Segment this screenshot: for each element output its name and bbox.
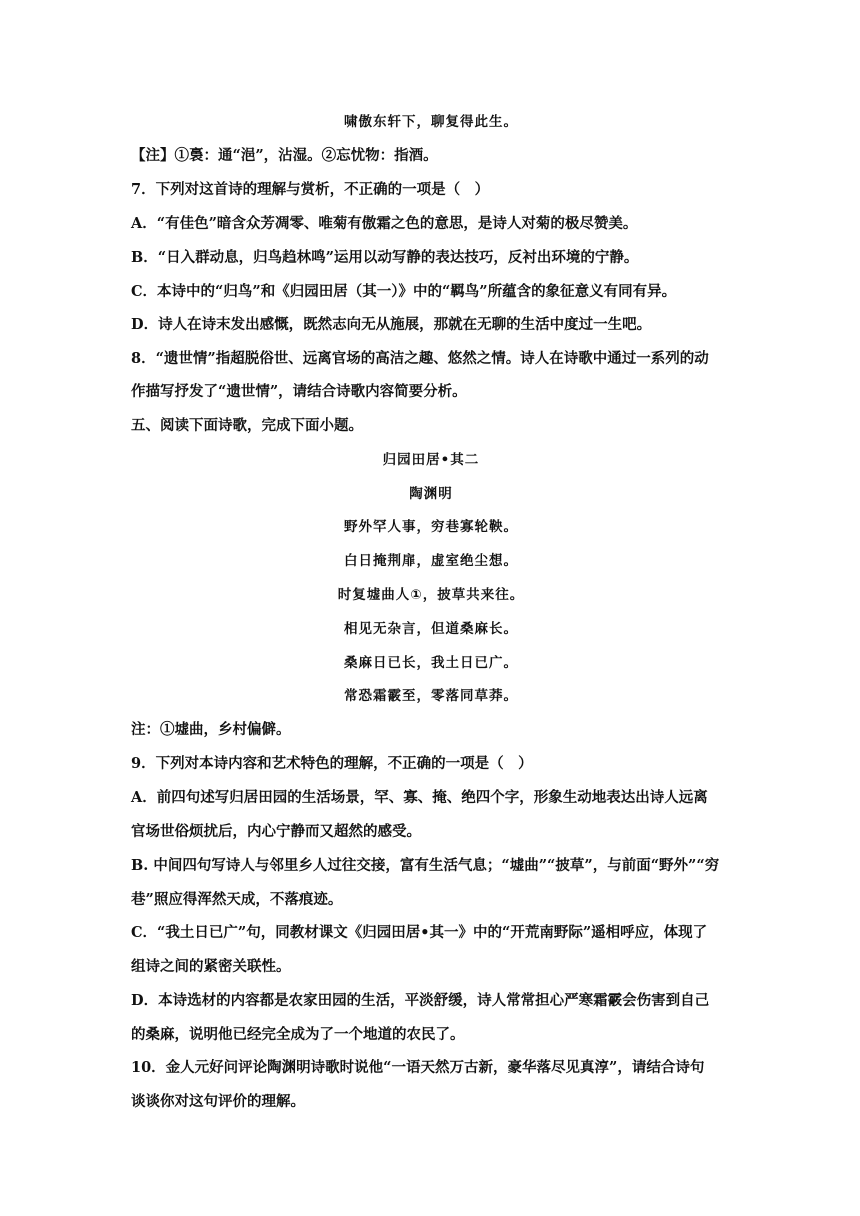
question-8-line-2: 作描写抒发了“遗世情”，请结合诗歌内容简要分析。 — [131, 383, 467, 400]
section-5-heading: 五、阅读下面诗歌，完成下面小题。 — [131, 417, 363, 434]
question-8-line-1: 8．“遗世情”指超脱俗世、远离官场的高洁之趣、悠然之情。诗人在诗歌中通过一系列的动 — [131, 350, 709, 367]
poem-note: 注：①墟曲，乡村偏僻。 — [131, 721, 291, 738]
q7-option-d: D．诗人在诗末发出感慨，既然志向无从施展，那就在无聊的生活中度过一生吧。 — [131, 316, 652, 333]
q9-option-c-line-1: C．“我土日已广”句，同教材课文《归园田居•其一》中的“开荒南野际”遥相呼应，体现了 — [131, 924, 708, 941]
question-10-line-1: 10．金人元好问评论陶渊明诗歌时说他“一语天然万古新，豪华落尽见真淳”，请结合诗句 — [131, 1059, 705, 1076]
q7-option-c: C．本诗中的“归鸟”和《归园田居（其一）》中的“羁鸟”所蕴含的象征意义有同有异。 — [131, 283, 677, 300]
q9-option-a-line-1: A．前四句述写归居田园的生活场景，罕、寡、掩、绝四个字，形象生动地表达出诗人远离 — [131, 789, 708, 806]
q7-option-a: A．“有佳色”暗含众芳凋零、唯菊有傲霜之色的意思，是诗人对菊的极尽赞美。 — [131, 215, 638, 232]
poem-line-2: 白日掩荆扉，虚室绝尘想。 — [344, 553, 518, 569]
poem-author: 陶渊明 — [409, 486, 453, 502]
q9-option-d-line-1: D．本诗选材的内容都是农家田园的生活，平淡舒缓，诗人常常担心严寒霜霰会伤害到自己 — [131, 992, 710, 1009]
poem-line-1: 野外罕人事，穷巷寡轮鞅。 — [344, 519, 518, 535]
poem-line-3: 时复墟曲人①，披草共来往。 — [337, 587, 525, 603]
poem-line-4: 相见无杂言，但道桑麻长。 — [344, 621, 518, 637]
poem-line-5: 桑麻日已长，我土日已广。 — [344, 655, 518, 671]
q9-option-c-line-2: 组诗之间的紧密关联性。 — [131, 958, 291, 975]
q9-option-b-line-1: B. 中间四句写诗人与邻里乡人过往交接，富有生活气息；“墟曲”“披草”，与前面“野外”“穷 — [131, 857, 720, 874]
question-9-stem: 9．下列对本诗内容和艺术特色的理解，不正确的一项是（ ） — [131, 755, 533, 772]
question-7-stem: 7．下列对这首诗的理解与赏析，不正确的一项是（ ） — [131, 181, 490, 198]
question-10-line-2: 谈谈你对这句评价的理解。 — [131, 1093, 305, 1110]
q9-option-d-line-2: 的桑麻，说明他已经完全成为了一个地道的农民了。 — [131, 1026, 465, 1043]
q7-option-b: B．“日入群动息，归鸟趋林鸣”运用以动写静的表达技巧，反衬出环境的宁静。 — [131, 249, 639, 266]
q9-option-a-line-2: 官场世俗烦扰后，内心宁静而又超然的感受。 — [131, 823, 421, 840]
q9-option-b-line-2: 巷”照应得浑然天成，不落痕迹。 — [131, 891, 343, 908]
annotation-note: 【注】①裛：通“浥”，沾湿。②忘忧物：指酒。 — [131, 147, 438, 164]
poem-last-line: 啸傲东轩下，聊复得此生。 — [344, 114, 518, 130]
poem-title: 归园田居•其二 — [382, 452, 480, 468]
poem-line-6: 常恐霜霰至，零落同草莽。 — [344, 688, 518, 704]
